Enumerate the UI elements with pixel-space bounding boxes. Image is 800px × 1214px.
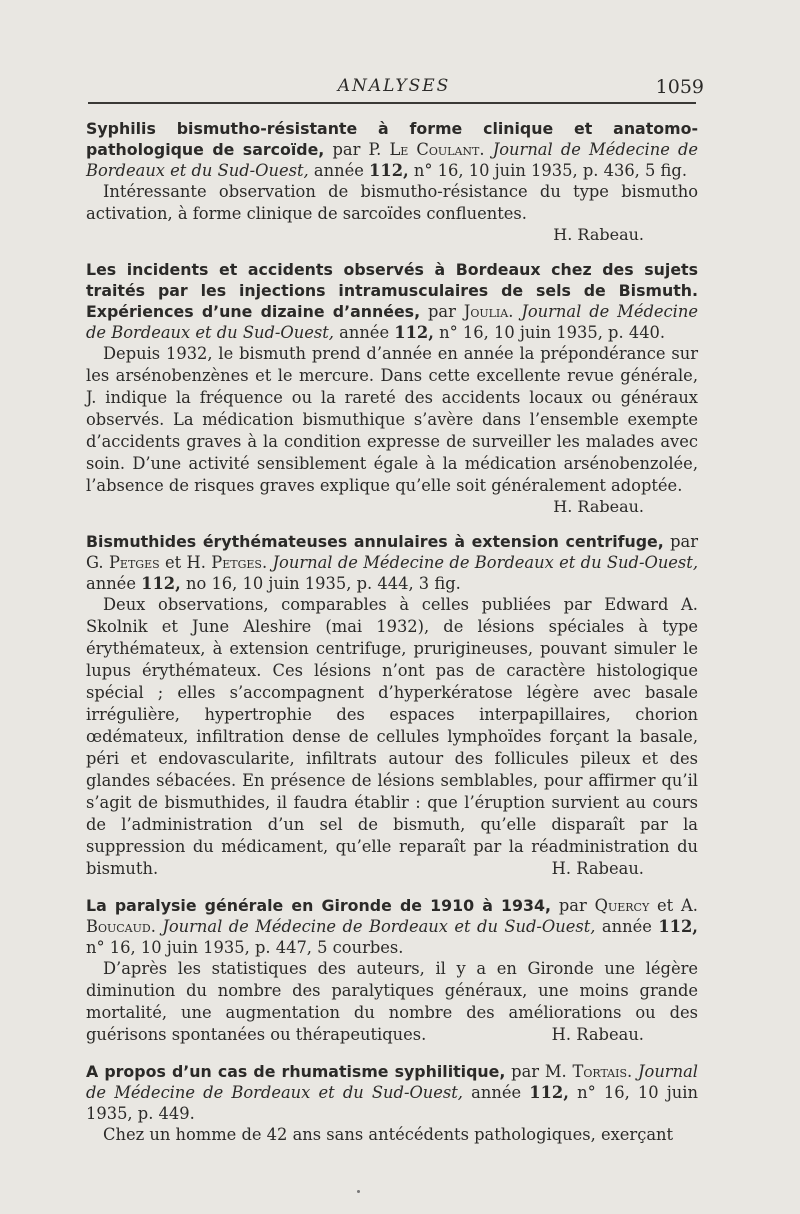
abstract-5-heading bbox=[86, 1061, 698, 1124]
abstract-journal: Journal de Médecine de Bordeaux et du Sud-Ouest, bbox=[86, 140, 699, 180]
abstract-3 bbox=[86, 531, 698, 880]
abstract-author: Joulia. bbox=[463, 302, 514, 321]
abstract-body: Intéressante observation de bismutho-résistance du type bismutho activation, à forme clinique de sarcoïdes confluentes. bbox=[86, 182, 698, 223]
abstract-3-heading bbox=[86, 531, 698, 594]
abstract-signature: H. Rabeau. bbox=[553, 497, 644, 516]
abstract-4 bbox=[86, 895, 698, 1046]
abstract-par: par G. bbox=[86, 532, 698, 572]
abstract-annee: année bbox=[339, 323, 390, 342]
abstract-title: A propos d’un cas de rhumatisme syphilitique, bbox=[86, 1062, 506, 1081]
abstract-ref: n° 16, 10 juin 1935, p. 440. bbox=[439, 323, 666, 342]
abstract-par: par bbox=[558, 896, 587, 915]
abstract-par: par M. bbox=[511, 1062, 567, 1081]
abstract-4-heading bbox=[86, 895, 698, 958]
abstract-1-heading bbox=[86, 118, 698, 181]
abstract-body-text: Deux observations, comparables à celles publiées par Edward A. Skolnik et June Aleshire (mai 1932), de lésions spéciales à type érythémateux, à extension centrifuge, prurigineuses, pouvant simuler le lupus érythémateux. Ces lésions n’ont pas de caractère histologique spécial ; elles s’accompagnent d’hyperkératose légère avec basale irrégulière, hypertrophie des espaces interpapillaires, chorion œdémateux, infiltration dense de cellules lymphoïdes forçant la basale, péri et endovascularite, infiltrats autour des follicules pileux et des glandes sébacées. En présence de lésions semblables, pour affirmer qu’il s’agit de bismuthides, il faudra établir : que l’éruption survient au cours de l’administration d’un sel de bismuth, qu’elle disparaît par la suppression du médicament, qu’elle reparaît par la réadministration du bismuth. bbox=[86, 595, 698, 878]
abstract-signature: H. Rabeau. bbox=[551, 859, 644, 878]
abstract-body: Chez un homme de 42 ans sans antécédents pathologiques, exerçant bbox=[103, 1125, 674, 1144]
running-head: ANALYSES bbox=[337, 76, 451, 96]
abstract-par: par P. bbox=[332, 140, 382, 159]
abstract-par: par bbox=[427, 302, 456, 321]
abstract-1 bbox=[86, 118, 698, 244]
abstract-2 bbox=[86, 259, 698, 516]
abstract-author: Petges bbox=[108, 553, 160, 572]
abstract-annee: année bbox=[601, 917, 652, 936]
page-number: 1059 bbox=[655, 76, 704, 98]
abstract-annee: année bbox=[313, 161, 364, 180]
abstract-title: La paralysie générale en Gironde de 1910 à 1934, bbox=[86, 896, 552, 915]
abstract-volume: 112, bbox=[394, 323, 434, 342]
abstract-journal: Journal de Médecine de Bordeaux et du Sud-Ouest, bbox=[272, 553, 699, 572]
page-header bbox=[88, 76, 704, 100]
abstract-5 bbox=[86, 1061, 698, 1146]
abstract-volume: 112, bbox=[658, 917, 698, 936]
abstract-et: et H. bbox=[165, 553, 206, 572]
abstract-signature: H. Rabeau. bbox=[553, 225, 644, 244]
abstract-body-text: D’après les statistiques des auteurs, il y a en Gironde une légère diminution du nombre des paralytiques généraux, une moins grande mortalité, une augmentation du nombre des améliorations ou des guérisons spontanées ou thérapeutiques. bbox=[86, 959, 698, 1044]
abstract-volume: 112, bbox=[529, 1083, 569, 1102]
abstract-body bbox=[86, 958, 698, 1046]
abstract-volume: 112, bbox=[141, 574, 181, 593]
abstract-author-2: Petges. bbox=[211, 553, 268, 572]
abstract-title: Bismuthides érythémateuses annulaires à extension centrifuge, bbox=[86, 532, 664, 551]
abstract-title: Les incidents et accidents observés à Bordeaux chez des sujets traités par les injections intramusculaires de sels de Bismuth. Expériences d’une dizaine d’années, bbox=[86, 260, 698, 321]
abstract-annee: année bbox=[86, 574, 136, 593]
abstract-volume: 112, bbox=[369, 161, 409, 180]
abstract-ref: n° 16, 10 juin 1935, p. 436, 5 fig. bbox=[413, 161, 688, 180]
abstract-ref: n° 16, 10 juin 1935, p. 449. bbox=[86, 1083, 698, 1123]
abstract-journal: Journal de Médecine de Bordeaux et du Sud-Ouest, bbox=[86, 1062, 698, 1102]
abstract-body: Depuis 1932, le bismuth prend d’année en année la prépondérance sur les arsénobenzènes et le mercure. Dans cette excellente revue générale, J. indique la fréquence ou la rareté des accidents locaux ou généraux observés. La médication bismuthique s’avère dans l’ensemble exempte d’accidents graves à la condition expresse de surveiller les malades avec soin. D’une activité sensiblement égale à la médication arsénobenzolée, l’absence de risques graves explique qu’elle soit généralement adoptée. bbox=[86, 344, 698, 495]
abstract-author: Le Coulant. bbox=[389, 140, 485, 159]
abstract-journal: Journal de Médecine de Bordeaux et du Sud-Ouest, bbox=[86, 302, 698, 342]
abstract-2-heading bbox=[86, 259, 698, 343]
abstract-annee: année bbox=[471, 1083, 522, 1102]
page-speck bbox=[357, 1190, 360, 1193]
abstract-journal: Journal de Médecine de Bordeaux et du Sud-Ouest, bbox=[162, 917, 596, 936]
abstract-ref: no 16, 10 juin 1935, p. 444, 3 fig. bbox=[185, 574, 461, 593]
abstract-body bbox=[86, 594, 698, 880]
abstract-author-2: Boucaud. bbox=[86, 917, 156, 936]
abstracts-column bbox=[86, 118, 698, 1161]
header-rule bbox=[88, 102, 696, 104]
abstract-author: Tortais. bbox=[572, 1062, 633, 1081]
abstract-et: et A. bbox=[657, 896, 698, 915]
abstract-author: Quercy bbox=[594, 896, 650, 915]
abstract-ref: n° 16, 10 juin 1935, p. 447, 5 courbes. bbox=[86, 938, 404, 957]
abstract-title: Syphilis bismutho-résistante à forme clinique et anatomo-pathologique de sarcoïde, bbox=[86, 119, 698, 159]
abstract-signature: H. Rabeau. bbox=[551, 1025, 644, 1044]
